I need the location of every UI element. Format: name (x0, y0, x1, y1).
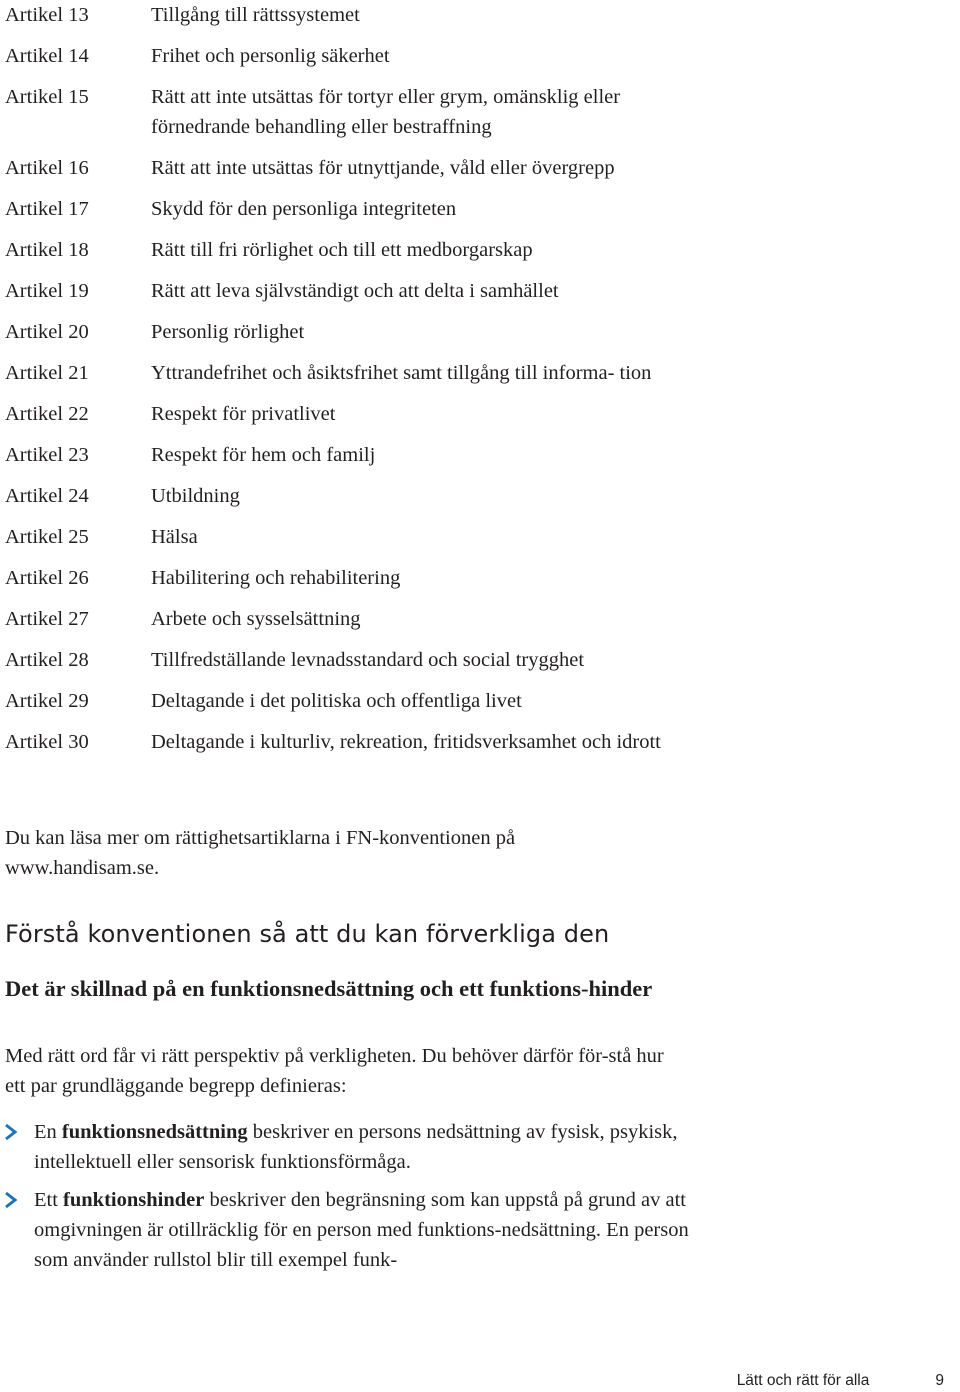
article-title: Rätt att inte utsättas för tortyr eller grym, omänsklig eller förnedrande behandling eller bestraffning (151, 86, 621, 138)
definition-text: beskriver den begränsning som kan uppstå på grund av att omgivningen är otillräcklig för en person med funktions-nedsättning. En person som använder rullstol blir till exempel funk- (34, 1189, 689, 1271)
definition-term: funktionsnedsättning (61, 1121, 248, 1143)
definition-item (0, 1117, 690, 1177)
article-row (5, 686, 685, 716)
chevron-right-icon (3, 1191, 19, 1209)
definition-term: funktionshinder (63, 1189, 205, 1211)
article-row (5, 563, 685, 593)
article-row (5, 153, 685, 183)
article-row (5, 194, 685, 224)
intro-paragraph: Du kan läsa mer om rättighetsartiklarna i FN-konventionen på www.handisam.se. (5, 827, 516, 879)
article-title: Rätt att inte utsättas för utnyttjande, våld eller övergrepp (151, 157, 615, 179)
definition-text: beskriver en persons nedsättning av fysisk, psykisk, intellektuell eller sensorisk funktionsförmåga. (34, 1121, 678, 1173)
article-number: Artikel 27 (5, 608, 89, 630)
definition-prefix: Ett (34, 1189, 64, 1211)
article-row (5, 317, 685, 347)
article-number: Artikel 13 (5, 4, 89, 26)
article-title: Tillgång till rättssystemet (151, 4, 360, 26)
article-row (5, 522, 685, 552)
article-number: Artikel 26 (5, 567, 89, 589)
article-row (5, 0, 685, 30)
article-list (5, 0, 685, 768)
article-number: Artikel 14 (5, 45, 89, 67)
article-row (5, 604, 685, 634)
article-title: Frihet och personlig säkerhet (151, 45, 390, 67)
article-row (5, 399, 685, 429)
article-row (5, 41, 685, 71)
article-title: Utbildning (151, 485, 240, 507)
article-title: Rätt att leva självständigt och att delta i samhället (151, 280, 559, 302)
chevron-right-icon (3, 1123, 19, 1141)
article-title: Yttrandefrihet och åsiktsfrihet samt tillgång till informa- tion (151, 362, 652, 384)
article-number: Artikel 24 (5, 485, 89, 507)
article-row (5, 276, 685, 306)
article-row (5, 727, 685, 757)
article-row (5, 358, 685, 388)
page-number: 9 (935, 1372, 944, 1389)
article-title: Rätt till fri rörlighet och till ett medborgarskap (151, 239, 533, 261)
article-number: Artikel 28 (5, 649, 89, 671)
page-footer (737, 1372, 944, 1390)
article-number: Artikel 19 (5, 280, 89, 302)
article-number: Artikel 21 (5, 362, 89, 384)
article-number: Artikel 22 (5, 403, 89, 425)
definition-prefix: En (34, 1121, 62, 1143)
publication-title: Lätt och rätt för alla (736, 1372, 870, 1389)
article-title: Skydd för den personliga integriteten (151, 198, 457, 220)
definition-list (0, 1117, 690, 1283)
article-number: Artikel 15 (5, 86, 89, 108)
article-number: Artikel 18 (5, 239, 89, 261)
article-title: Respekt för privatlivet (151, 403, 336, 425)
article-title: Habilitering och rehabilitering (151, 567, 401, 589)
article-number: Artikel 16 (5, 157, 89, 179)
article-row (5, 235, 685, 265)
article-title: Tillfredställande levnadsstandard och social trygghet (151, 649, 585, 671)
article-number: Artikel 25 (5, 526, 89, 548)
article-title: Personlig rörlighet (151, 321, 305, 343)
article-title: Hälsa (151, 526, 198, 548)
section-heading: Förstå konventionen så att du kan förverkliga den (5, 920, 610, 948)
article-row (5, 82, 685, 142)
article-number: Artikel 29 (5, 690, 89, 712)
article-number: Artikel 20 (5, 321, 89, 343)
article-row (5, 440, 685, 470)
body-paragraph: Med rätt ord får vi rätt perspektiv på verkligheten. Du behöver därför för-stå hur ett par grundläggande begrepp definieras: (5, 1045, 664, 1097)
sub-heading: Det är skillnad på en funktionsnedsättning och ett funktions-hinder (5, 976, 653, 1001)
article-number: Artikel 30 (5, 731, 89, 753)
article-title: Respekt för hem och familj (151, 444, 376, 466)
article-row (5, 481, 685, 511)
definition-item (0, 1185, 690, 1275)
article-title: Deltagande i det politiska och offentliga livet (151, 690, 522, 712)
article-title: Deltagande i kulturliv, rekreation, fritidsverksamhet och idrott (151, 731, 661, 753)
article-row (5, 645, 685, 675)
article-number: Artikel 17 (5, 198, 89, 220)
article-title: Arbete och sysselsättning (151, 608, 361, 630)
article-number: Artikel 23 (5, 444, 89, 466)
